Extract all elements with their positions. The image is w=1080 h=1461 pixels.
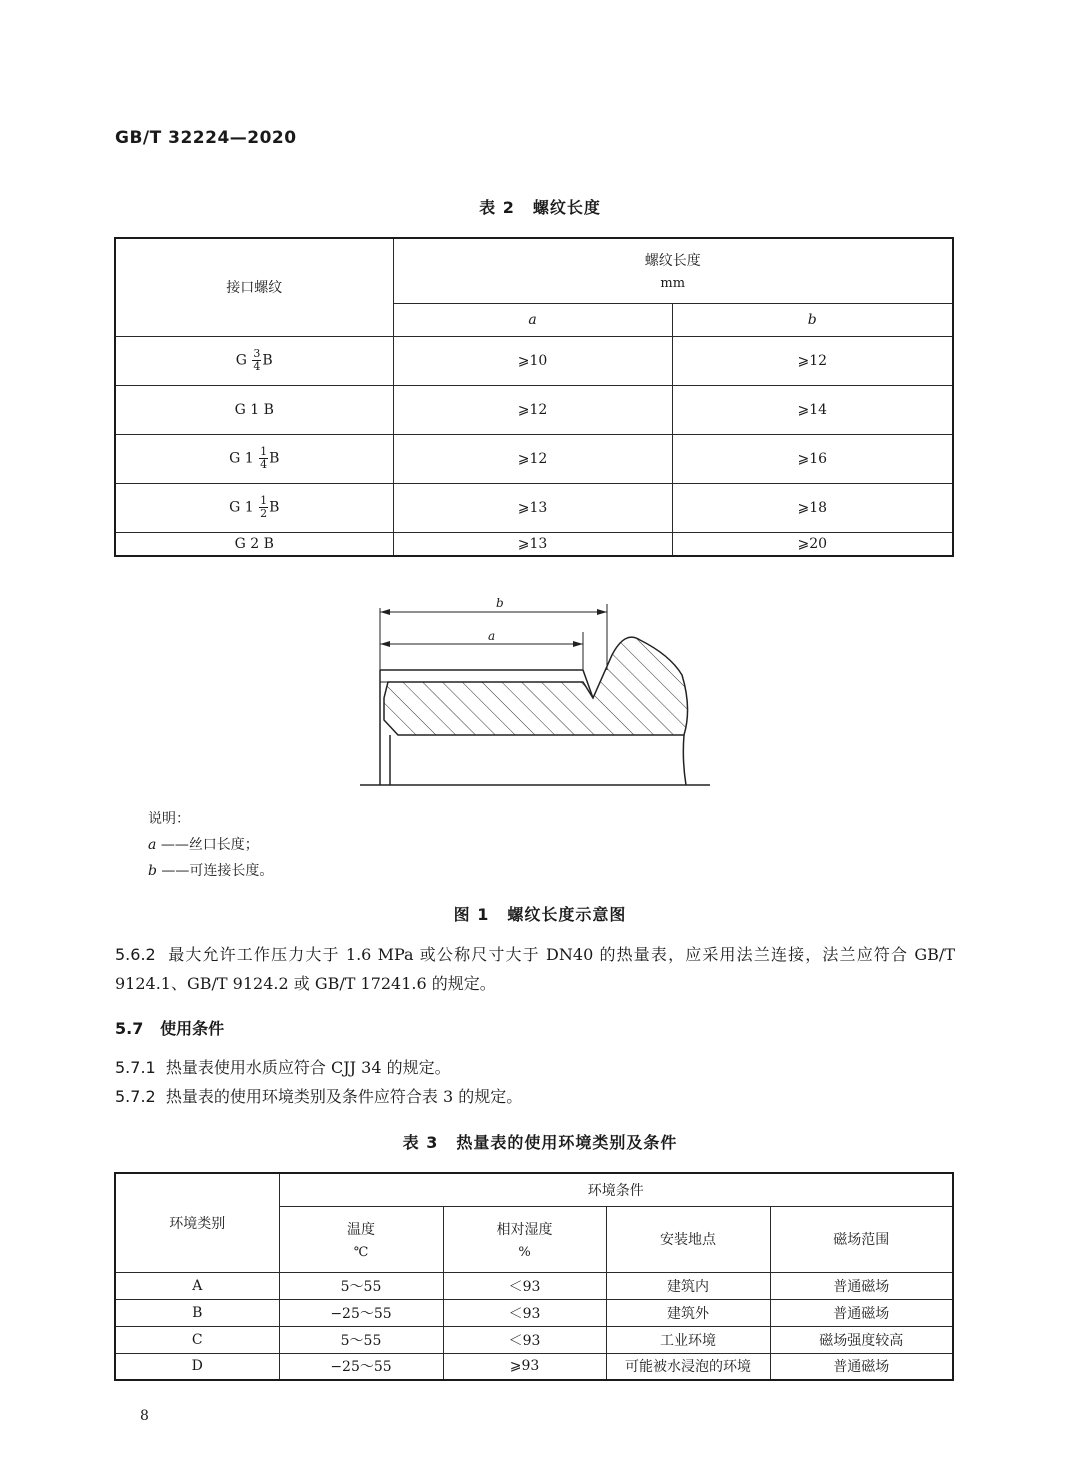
section-5-7-heading: 5.7 使用条件 <box>115 1019 225 1038</box>
length-a: ⩾13 <box>393 483 672 532</box>
env-class: D <box>115 1353 279 1380</box>
table3-caption-number: 表 3 <box>402 1133 439 1152</box>
clause-5-7-1 <box>115 1053 955 1082</box>
table-row <box>115 1299 953 1326</box>
table-row <box>115 385 953 434</box>
env-class: A <box>115 1272 279 1299</box>
table3-header-class: 环境类别 <box>115 1173 279 1272</box>
table-row <box>115 1353 953 1380</box>
hatched-section <box>384 637 688 735</box>
thread-spec: G 1 $\frac{1}{4}$ B <box>115 434 393 483</box>
standard-code: GB/T 32224—2020 <box>115 128 297 148</box>
thread-length-diagram <box>350 590 730 800</box>
figure1-caption-number: 图 1 <box>453 905 490 924</box>
table-row <box>115 336 953 385</box>
thread-spec: G $\frac{3}{4}$ B <box>115 336 393 385</box>
legend-item-b: b ——可连接长度。 <box>148 863 274 879</box>
table3-header-location: 安装地点 <box>606 1206 770 1272</box>
clause-number: 5.7.1 <box>115 1058 156 1077</box>
length-b: ⩾20 <box>672 532 953 556</box>
legend-title: 说明： <box>148 811 190 827</box>
table2-header-group-title: 螺纹长度 <box>644 253 701 270</box>
table2-caption <box>0 195 1080 218</box>
magnetic-range: 磁场强度较高 <box>770 1326 953 1353</box>
thread-spec: G 1 $\frac{1}{2}$ B <box>115 483 393 532</box>
clause-number: 5.7.2 <box>115 1087 156 1106</box>
fraction: $\frac{1}{2}$ <box>260 494 268 520</box>
clause-number: 5.6.2 <box>115 945 156 964</box>
clause-text: 热量表的使用环境类别及条件应符合表 3 的规定。 <box>165 1087 523 1106</box>
table2-header-group-unit: mm <box>660 276 686 292</box>
dimension-b-label: b <box>496 596 504 610</box>
temperature: −25～55 <box>279 1299 443 1326</box>
humidity: ＜93 <box>443 1299 606 1326</box>
figure1-caption <box>0 902 1080 925</box>
length-b: ⩾18 <box>672 483 953 532</box>
table-row <box>115 483 953 532</box>
magnetic-range: 普通磁场 <box>770 1299 953 1326</box>
clause-text: 热量表使用水质应符合 CJJ 34 的规定。 <box>165 1058 451 1077</box>
clause-5-6-2 <box>115 940 955 998</box>
table-row <box>115 1326 953 1353</box>
humidity: ＜93 <box>443 1272 606 1299</box>
temperature: −25～55 <box>279 1353 443 1380</box>
env-class: C <box>115 1326 279 1353</box>
table2-header-group <box>393 238 953 303</box>
fraction: $\frac{3}{4}$ <box>253 347 261 373</box>
table3-header-temperature: 温度 ℃ <box>279 1206 443 1272</box>
location: 可能被水浸泡的环境 <box>606 1353 770 1380</box>
table2-header-interface: 接口螺纹 <box>115 238 393 336</box>
thread-spec: G 1 B <box>115 385 393 434</box>
location: 建筑外 <box>606 1299 770 1326</box>
temperature: 5～55 <box>279 1272 443 1299</box>
location: 建筑内 <box>606 1272 770 1299</box>
table2 <box>114 237 954 557</box>
env-class: B <box>115 1299 279 1326</box>
table3 <box>114 1172 954 1381</box>
clause-5-7-2 <box>115 1082 955 1111</box>
table3-header-magnetic: 磁场范围 <box>770 1206 953 1272</box>
page-number: 8 <box>140 1408 149 1424</box>
length-b: ⩾14 <box>672 385 953 434</box>
dimension-a-label: a <box>488 629 496 643</box>
table2-header-b: b <box>672 303 953 336</box>
length-a: ⩾13 <box>393 532 672 556</box>
humidity: ⩾93 <box>443 1353 606 1380</box>
figure1-legend <box>148 806 273 884</box>
magnetic-range: 普通磁场 <box>770 1272 953 1299</box>
fraction: $\frac{1}{4}$ <box>260 445 268 471</box>
clause-text: 最大允许工作压力大于 1.6 MPa 或公称尺寸大于 DN40 的热量表，应采用法兰连接，法兰应符合 GB/T 9124.1、GB/T 9124.2 或 GB/T 17241.6 的规定。 <box>115 945 955 993</box>
table3-caption <box>0 1130 1080 1153</box>
table3-header-group: 环境条件 <box>279 1173 953 1206</box>
table2-header-a: a <box>393 303 672 336</box>
length-a: ⩾12 <box>393 434 672 483</box>
legend-item-a: a ——丝口长度； <box>148 837 259 853</box>
table-row <box>115 434 953 483</box>
location: 工业环境 <box>606 1326 770 1353</box>
table3-caption-title: 热量表的使用环境类别及条件 <box>456 1133 678 1152</box>
figure1-caption-title: 螺纹长度示意图 <box>507 905 627 924</box>
length-a: ⩾12 <box>393 385 672 434</box>
table-row <box>115 1272 953 1299</box>
table-row <box>115 532 953 556</box>
length-b: ⩾12 <box>672 336 953 385</box>
length-b: ⩾16 <box>672 434 953 483</box>
table2-caption-number: 表 2 <box>479 198 515 217</box>
thread-spec: G 2 B <box>115 532 393 556</box>
temperature: 5～55 <box>279 1326 443 1353</box>
magnetic-range: 普通磁场 <box>770 1353 953 1380</box>
table3-header-humidity: 相对湿度 % <box>443 1206 606 1272</box>
table2-caption-title: 螺纹长度 <box>532 198 601 217</box>
length-a: ⩾10 <box>393 336 672 385</box>
humidity: ＜93 <box>443 1326 606 1353</box>
